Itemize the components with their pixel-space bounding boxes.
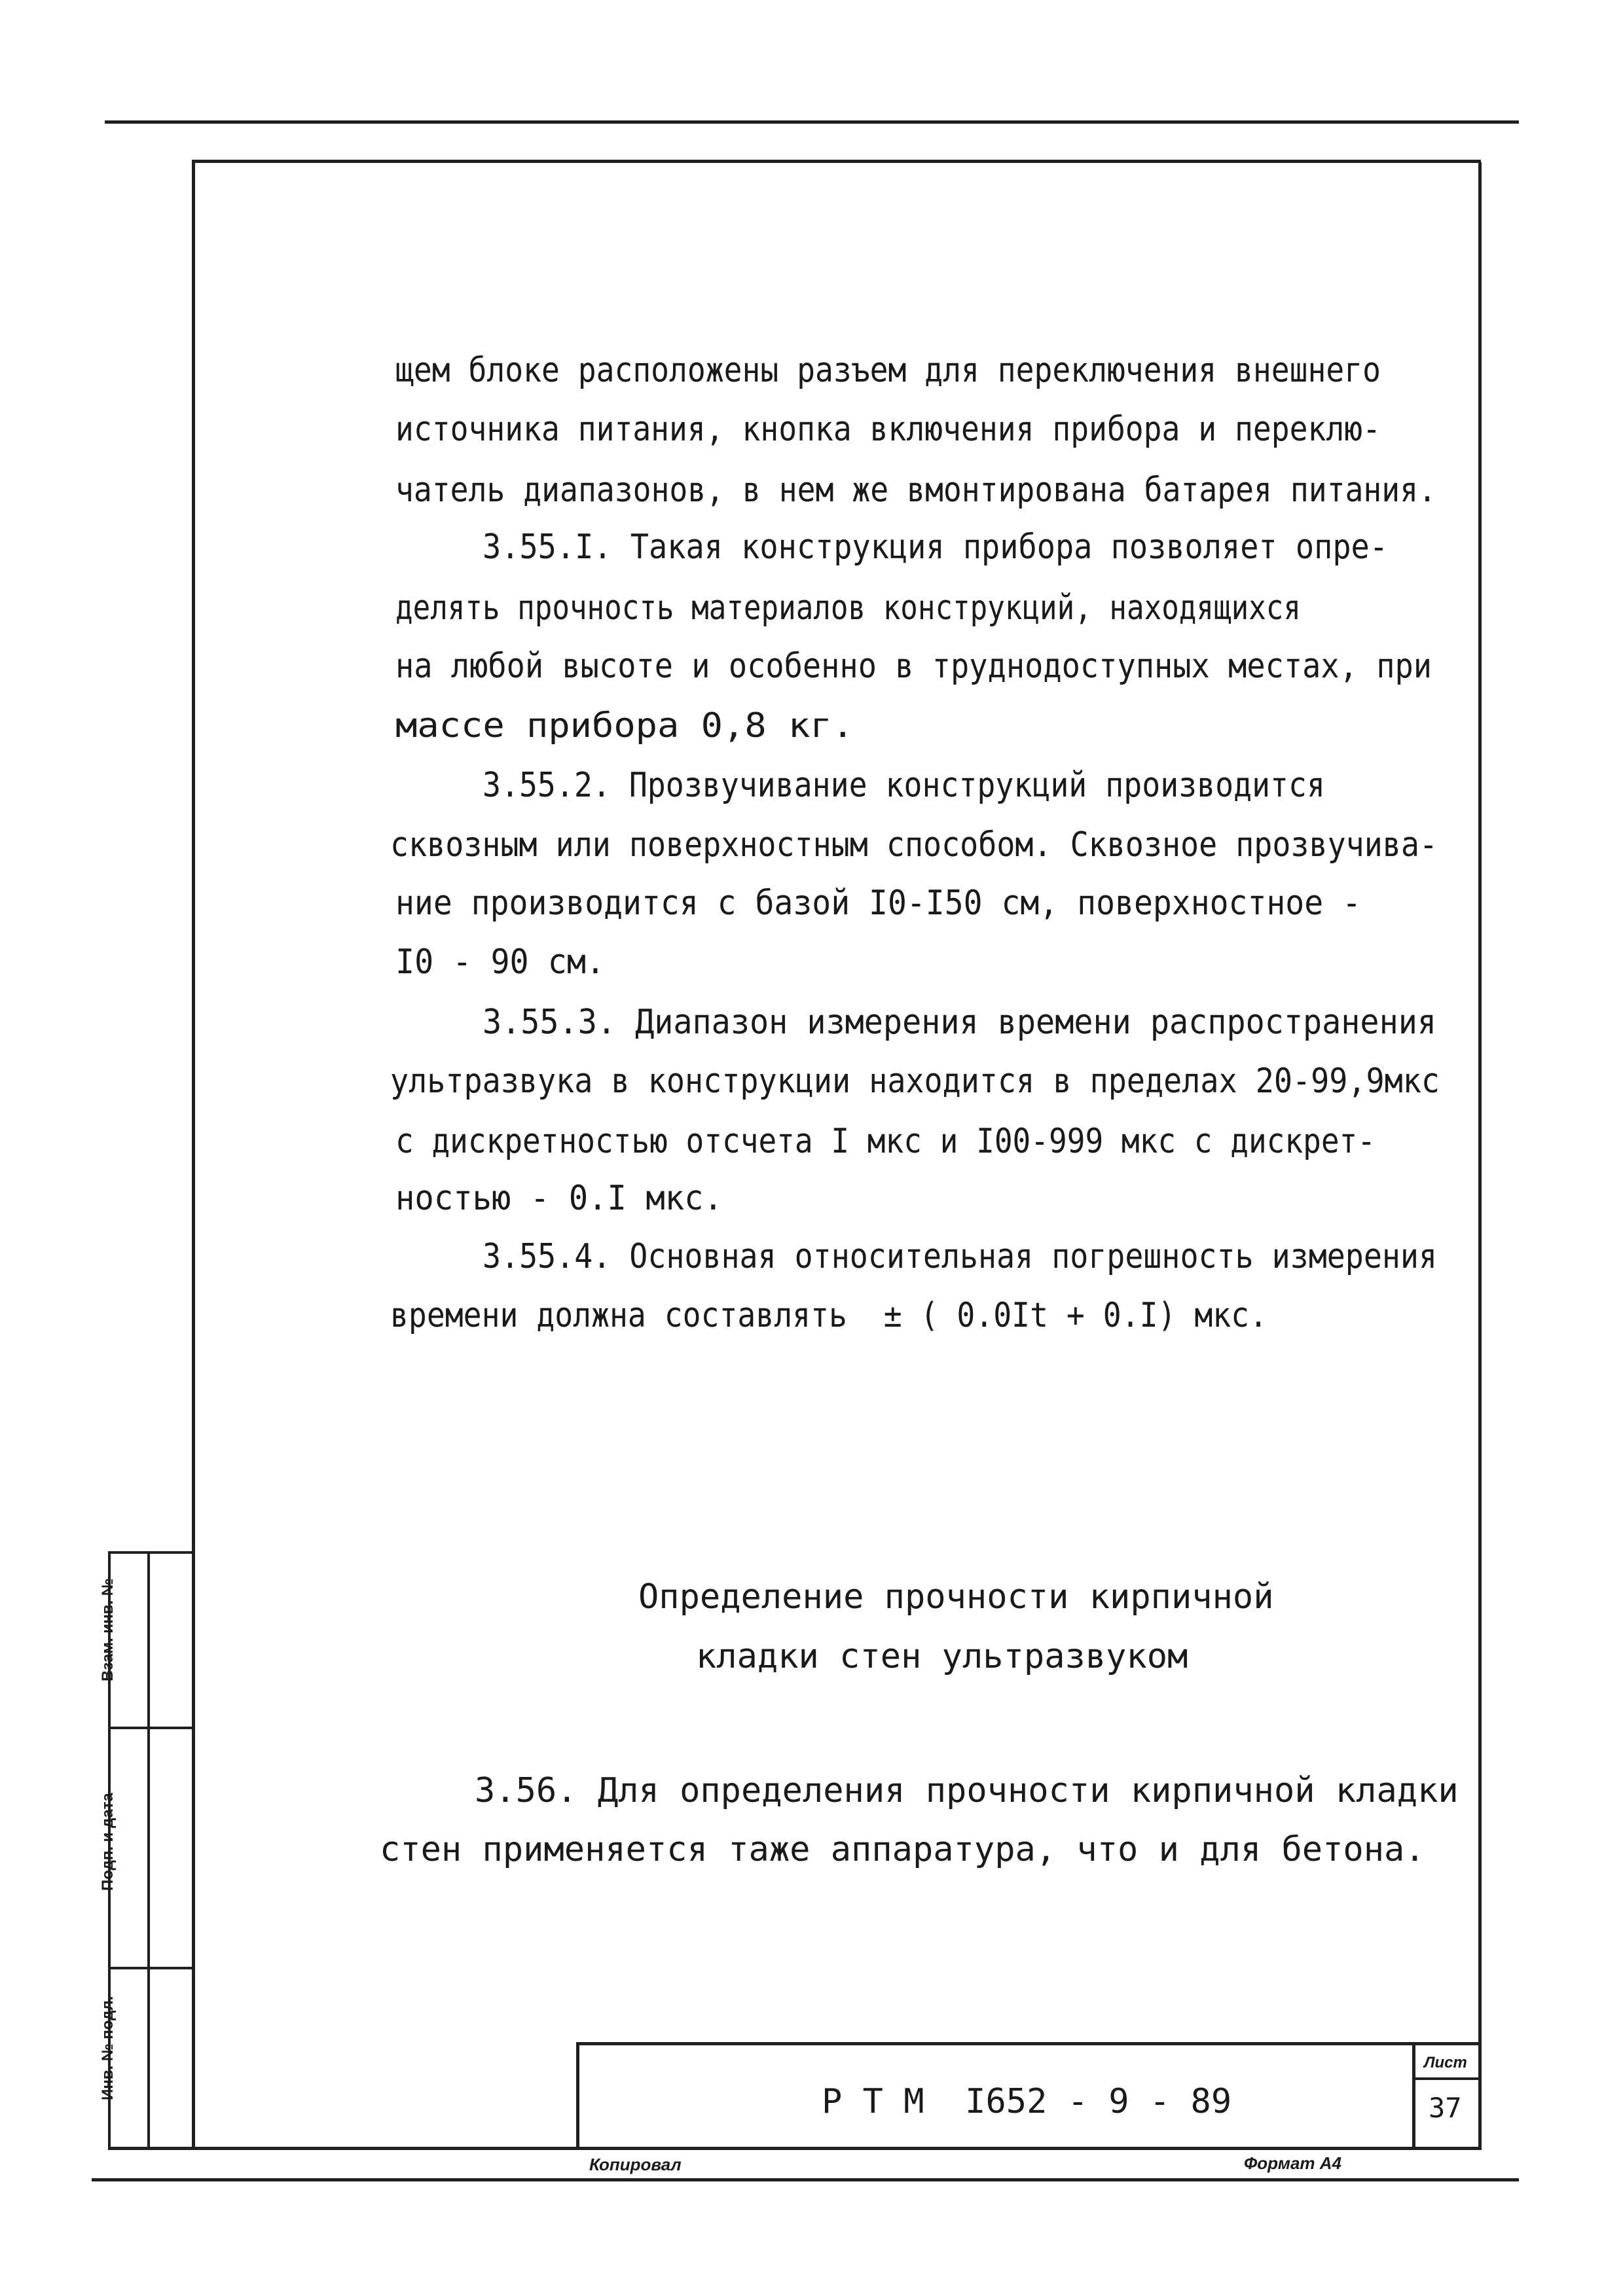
sheet-number: 37: [1429, 2092, 1462, 2124]
body-line-17: времени должна составлять ± ( 0.0It + 0.I) мкс.: [390, 1296, 1267, 1335]
footer-copied-by: Копировал: [589, 2155, 682, 2174]
body-line-15: ностью - 0.I мкс.: [395, 1179, 723, 1218]
stamp-left: [576, 2042, 579, 2149]
section-heading-line-2: кладки стен ультразвуком: [696, 1637, 1188, 1676]
stamp-top: [576, 2042, 1481, 2045]
final-paragraph-line-2: стен применяется таже аппаратура, что и для бетона.: [380, 1830, 1425, 1869]
side-row-2: [108, 1727, 193, 1729]
sheet-label: Лист: [1424, 2054, 1467, 2072]
body-line-14: с дискретностью отсчета I мкс и I00-999 мкс с дискрет-: [395, 1122, 1376, 1161]
body-line-16: 3.55.4. Основная относительная погрешность измерения: [483, 1237, 1437, 1276]
side-field-replace: Взам. инв. №: [99, 1578, 117, 1681]
section-heading-line-1: Определение прочности кирпичной: [638, 1577, 1274, 1617]
body-line-4: 3.55.I. Такая конструкция прибора позволяет опре-: [483, 528, 1388, 567]
side-col-mid: [147, 1551, 150, 2149]
body-line-11: I0 - 90 см.: [395, 942, 605, 982]
final-paragraph-line-1: 3.56. Для определения прочности кирпичной кладки: [475, 1771, 1459, 1810]
side-field-signature: Подп. и дата: [99, 1793, 117, 1891]
side-row-top: [108, 1551, 193, 1554]
body-line-3: чатель диапазонов, в нем же вмонтирована батарея питания.: [395, 471, 1436, 510]
body-line-8: 3.55.2. Прозвучивание конструкций производится: [483, 766, 1325, 805]
body-line-9: сквозным или поверхностным способом. Сквозное прозвучива-: [390, 825, 1438, 865]
top-edge-line: [105, 120, 1519, 124]
side-field-inventory: Инв. № подл.: [99, 1996, 117, 2100]
footer-format: Формат А4: [1244, 2153, 1341, 2173]
body-line-12: 3.55.3. Диапазон измерения времени распространения: [483, 1003, 1436, 1042]
frame-top: [192, 160, 1481, 163]
body-line-6: на любой высоте и особенно в труднодоступных местах, при: [395, 647, 1432, 686]
body-line-7: массе прибора 0,8 кг.: [395, 706, 854, 745]
body-line-5: делять прочность материалов конструкций, находящихся: [395, 588, 1301, 628]
frame-right: [1478, 162, 1482, 2149]
body-line-1: щем блоке расположены разъем для переключения внешнего: [395, 351, 1381, 390]
body-line-2: источника питания, кнопка включения прибора и переклю-: [395, 410, 1381, 449]
stamp-sheet-divider: [1412, 2042, 1415, 2149]
frame-left: [192, 160, 195, 2149]
bottom-edge-line: [92, 2178, 1519, 2181]
body-line-10: ние производится с базой I0-I50 см, поверхностное -: [395, 884, 1361, 923]
stamp-sheet-row: [1412, 2077, 1481, 2080]
body-line-13: ультразвука в конструкции находится в пределах 20-99,9мкс: [390, 1062, 1440, 1101]
frame-bottom: [108, 2147, 1482, 2150]
side-row-3: [108, 1967, 193, 1969]
document-code: Р Т М I652 - 9 - 89: [822, 2082, 1232, 2121]
